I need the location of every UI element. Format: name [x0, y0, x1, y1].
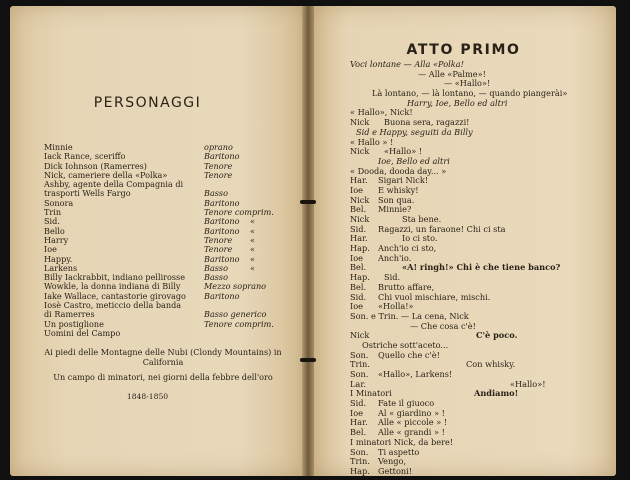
dialogue-text: Con whisky.: [466, 359, 516, 370]
line-text: — «Hallo»!: [444, 78, 491, 89]
dialogue-text: Vengo,: [378, 456, 407, 467]
character-name: Iack Rance, sceriffo: [44, 151, 126, 162]
line-text: « Dooda, dooda day... »: [350, 165, 447, 176]
dialogue-text: Andiamo!: [474, 388, 519, 399]
dialogue-text: Alle « grandi » !: [378, 427, 445, 438]
dialogue-text: Io ci sto.: [402, 233, 438, 244]
line-text: Ostriche sott'aceto...: [362, 339, 449, 350]
speaker-label: Har.: [350, 233, 368, 244]
dialogue-text: Anch'io.: [378, 252, 412, 263]
cast-row: [44, 236, 294, 245]
speaker-label: Bel.: [350, 262, 367, 273]
voice-type: Mezzo soprano: [204, 281, 267, 292]
cast-list: [44, 143, 294, 338]
character-name: Dick Iohnson (Ramerres): [44, 160, 147, 171]
line-text: I minatori Nick, da bere!: [350, 436, 454, 447]
voice-type: Baritono: [204, 253, 240, 264]
character-name: Iake Wallace, cantastorie girovago: [44, 290, 186, 301]
script-line: [350, 225, 610, 235]
dialogue-text: Sta bene.: [402, 214, 442, 224]
years-label: 1848-1850: [126, 392, 169, 401]
dialogue-text: Al « giardino » !: [378, 407, 445, 418]
speaker-label: Nick: [350, 194, 370, 205]
voice-type: Tenore: [204, 244, 233, 255]
character-name: Larkens: [44, 262, 78, 273]
dialogue-text: Alle « piccole » !: [378, 417, 448, 428]
line-text: Son. e Trin. — La cena, Nick: [350, 310, 469, 321]
character-name: Uomini del Campo: [44, 327, 121, 338]
binding-hole: [300, 200, 316, 204]
speaker-label: Bel.: [350, 427, 367, 438]
dialogue-text: «Hallo» !: [384, 146, 423, 157]
voice-type: Baritono: [204, 197, 240, 208]
character-name: trasporti Wells Fargo: [44, 188, 131, 199]
speaker-label: Hap.: [350, 243, 370, 254]
cast-row: [44, 255, 294, 264]
character-name: Ashby, agente della Compagnia di: [44, 179, 184, 190]
ditto-mark: «: [250, 225, 255, 236]
page-title-personaggi: PERSONAGGI: [93, 95, 202, 112]
voice-type: Basso: [204, 272, 228, 283]
speaker-label: Bel.: [350, 281, 367, 292]
speaker-label: Sid.: [350, 398, 367, 409]
cast-row: [44, 329, 294, 338]
character-name: Nick, cameriere della «Polka»: [44, 169, 168, 180]
setting-line: Un campo di minatori, nei giorni della febbre dell'oro: [53, 372, 273, 382]
setting-line: Ai piedi delle Montagne delle Nubi (Clondy Mountains) in California: [44, 347, 282, 367]
line-text: — Alle «Palme»!: [418, 68, 486, 79]
speaker-label: I Minatori: [350, 388, 392, 399]
speaker-label: Nick: [350, 214, 370, 224]
ditto-mark: «: [250, 253, 255, 264]
voice-type: Baritono: [204, 225, 240, 236]
dialogue-text: Buona sera, ragazzi!: [384, 117, 470, 128]
script-line: [350, 467, 610, 477]
voice-type: Baritono: [204, 216, 240, 227]
dialogue-text: Minnie?: [378, 204, 412, 215]
speaker-label: Ioe: [350, 407, 364, 418]
character-name: Ioe: [44, 244, 57, 255]
line-text: Là lontano, — là lontano, — quando piangerài»: [372, 88, 568, 99]
speaker-label: Hap.: [350, 272, 370, 283]
cast-row: [44, 227, 294, 236]
setting-text: [44, 347, 282, 387]
cast-row: [44, 189, 294, 198]
speaker-label: Ioe: [350, 301, 364, 312]
speaker-label: Sid.: [350, 291, 367, 302]
speaker-label: Sid.: [350, 223, 367, 234]
voice-type: Baritono: [204, 151, 240, 162]
dialogue-text: Son qua.: [378, 194, 415, 205]
dialogue-text: «Hallo»!: [510, 378, 546, 389]
speaker-label: Nick: [350, 330, 370, 341]
speaker-label: Son.: [350, 369, 369, 379]
character-name: Trin: [44, 207, 62, 218]
speaker-label: Nick: [350, 146, 370, 157]
speaker-label: Har.: [350, 175, 368, 186]
line-text: Ioe, Bello ed altri: [378, 155, 450, 166]
character-name: Wowkle, la donna indiana di Billy: [44, 281, 181, 292]
ditto-mark: «: [250, 244, 255, 255]
dialogue-text: Brutto affare,: [378, 281, 435, 292]
libretto-text: [350, 60, 610, 477]
line-text: Voci lontane — Alla «Polka!: [350, 59, 464, 69]
page-title-atto-primo: ATTO PRIMO: [406, 42, 521, 59]
voice-type: Basso: [204, 188, 228, 199]
dialogue-text: Ragazzi, un faraone! Chi ci sta: [378, 223, 506, 234]
cast-row: [44, 245, 294, 254]
voice-type: Tenore comprim.: [204, 207, 274, 218]
voice-type: Tenore comprim.: [204, 318, 274, 329]
voice-type: Tenore: [204, 234, 233, 245]
character-name: di Ramerres: [44, 309, 95, 320]
line-text: — Che cosa c'è!: [410, 320, 476, 331]
line-text: Harry, Ioe, Bello ed altri: [407, 97, 508, 108]
speaker-label: Ioe: [350, 184, 364, 195]
line-text: « Hallo » !: [350, 136, 394, 147]
ditto-mark: «: [250, 234, 255, 245]
voice-type: Tenore: [204, 160, 233, 171]
voice-type: Basso generico: [204, 309, 267, 320]
speaker-label: Trin.: [350, 359, 370, 370]
dialogue-text: Chi vuol mischiare, mischi.: [378, 291, 491, 302]
speaker-label: Har.: [350, 417, 368, 428]
character-name: Sid.: [44, 216, 60, 227]
dialogue-text: Anch'io ci sto,: [378, 243, 437, 254]
dialogue-text: Sid.: [384, 272, 401, 283]
speaker-label: Trin.: [350, 456, 370, 467]
book-spine: [302, 6, 314, 476]
character-name: Sonora: [44, 197, 74, 208]
dialogue-text: E whisky!: [378, 184, 419, 195]
voice-type: Basso: [204, 262, 228, 273]
script-line: [350, 370, 610, 380]
speaker-label: Bel.: [350, 204, 367, 215]
voice-type: Tenore: [204, 169, 233, 180]
dialogue-text: Ti aspetto: [378, 446, 420, 457]
voice-type: oprano: [204, 142, 233, 152]
cast-row: [44, 217, 294, 226]
ditto-mark: «: [250, 262, 255, 273]
dialogue-text: C'è poco.: [476, 330, 518, 341]
character-name: Bello: [44, 225, 65, 236]
dialogue-text: Quello che c'è!: [378, 349, 440, 360]
dialogue-text: «A! ringh!» Chi è che tiene banco?: [402, 262, 561, 273]
speaker-label: Lar.: [350, 378, 366, 389]
binding-hole: [300, 358, 316, 362]
dialogue-text: «Holla!»: [378, 301, 414, 312]
ditto-mark: «: [250, 216, 255, 227]
line-text: Sid e Happy, seguiti da Billy: [356, 126, 473, 137]
character-name: Un postiglione: [44, 318, 104, 329]
speaker-label: Son.: [350, 446, 369, 457]
dialogue-text: Sigari Nick!: [378, 175, 429, 186]
character-name: Billy Iackrabbit, indiano pellirosse: [44, 272, 185, 283]
dialogue-text: «Hallo», Larkens!: [378, 369, 453, 379]
line-text: « Hallo», Nick!: [350, 107, 413, 118]
speaker-label: Son.: [350, 349, 369, 360]
character-name: Minnie: [44, 142, 73, 152]
character-name: Happy.: [44, 253, 73, 264]
character-name: Iosè Castro, meticcio della banda: [44, 300, 182, 311]
script-line: [350, 312, 610, 322]
character-name: Harry: [44, 234, 69, 245]
dialogue-text: Gettoni!: [378, 465, 413, 476]
voice-type: Baritono: [204, 290, 240, 301]
speaker-label: Hap.: [350, 465, 370, 476]
dialogue-text: Fate il giuoco: [378, 398, 435, 409]
cast-row: [44, 208, 294, 217]
script-line: [350, 205, 610, 215]
speaker-label: Nick: [350, 117, 370, 128]
speaker-label: Ioe: [350, 252, 364, 263]
